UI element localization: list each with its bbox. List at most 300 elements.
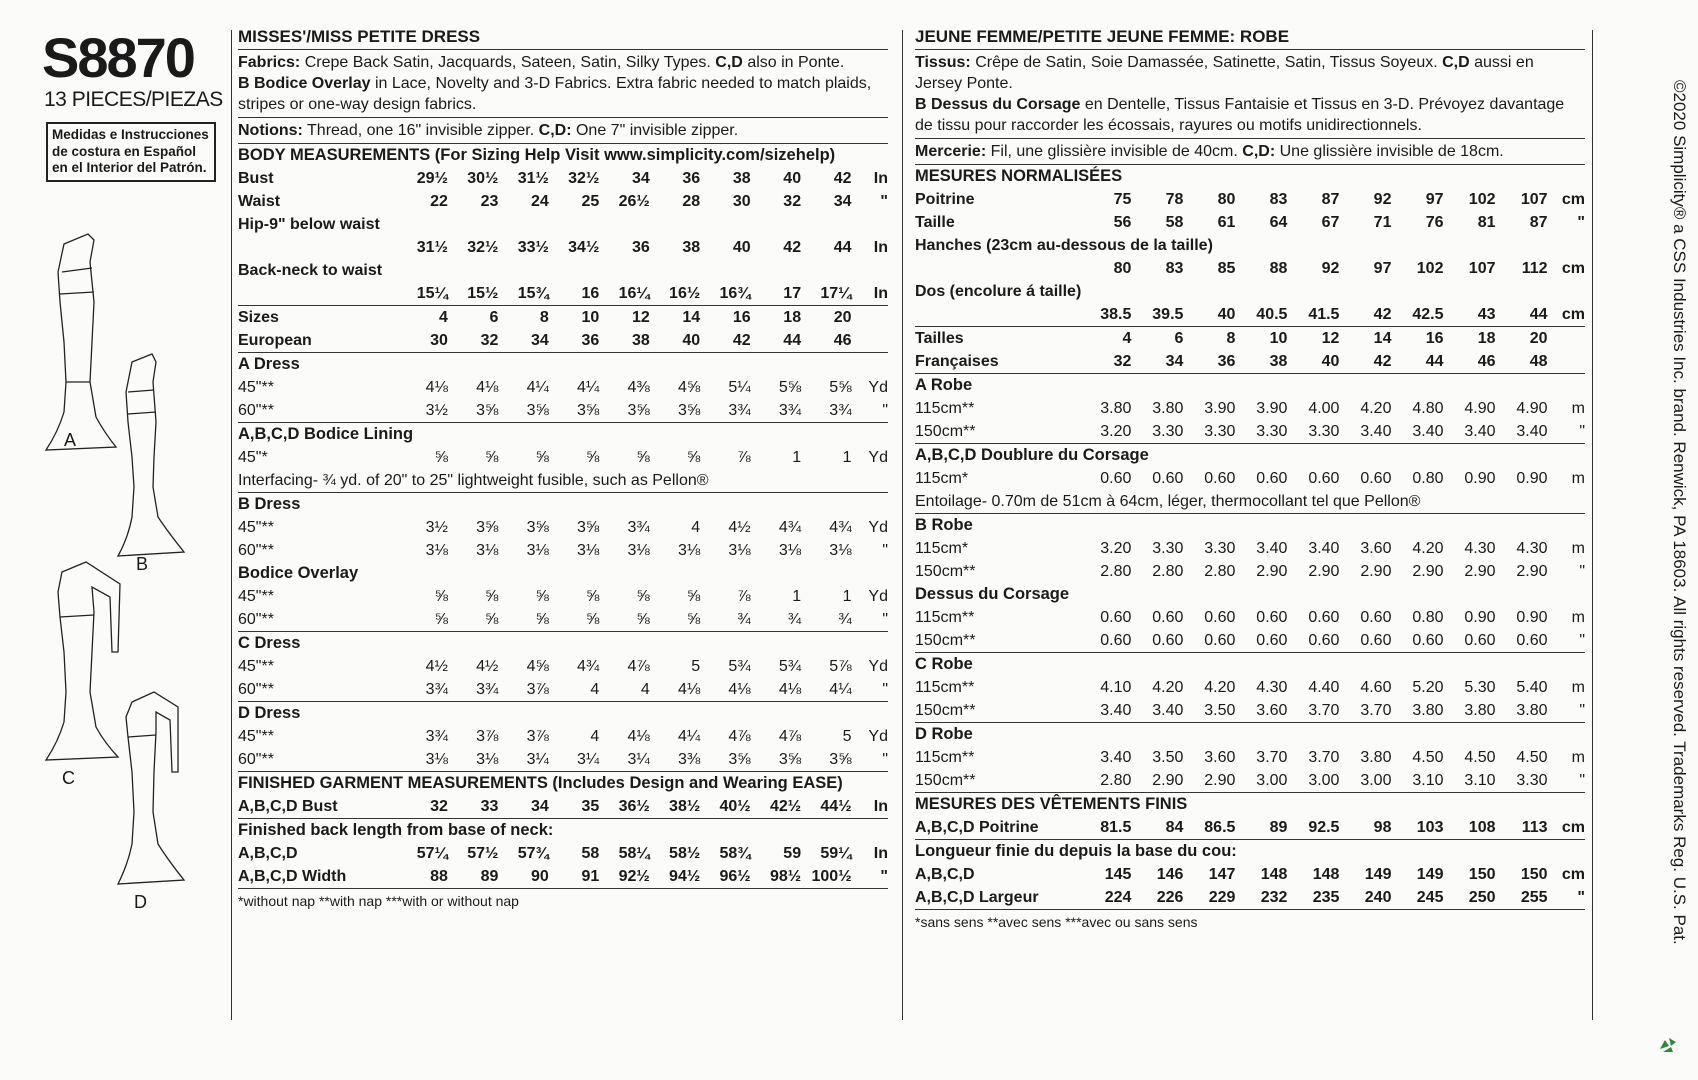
- cell-unit: m: [1571, 609, 1585, 626]
- cell-value: 4⅛: [425, 379, 448, 396]
- section-label: Hanches (23cm au-dessous de la taille): [915, 237, 1213, 254]
- cell-value: ⅝: [448, 608, 498, 632]
- cell-value: ⅝: [599, 608, 649, 632]
- table-row: [238, 516, 888, 539]
- cell-value: 42: [1339, 303, 1391, 327]
- cell-value: 5: [842, 728, 852, 745]
- cell-value: 15½: [448, 282, 498, 306]
- row-label: Poitrine: [915, 191, 975, 208]
- cell-value: 3½: [425, 519, 448, 536]
- section-label: Dessus du Corsage: [915, 585, 1070, 603]
- cell-value: 8: [1226, 330, 1236, 347]
- cell-value: 16: [549, 282, 599, 306]
- cell-unit: ": [880, 193, 888, 210]
- copyright-vertical: ©2020 Simplicity® a CSS Industries Inc. brand. Renwick, PA 18603. All rights reserved. Trademarks Reg. U.S. Pat.: [1670, 80, 1689, 945]
- section-label: FINISHED GARMENT MEASUREMENTS (Includes Design and Wearing EASE): [238, 774, 843, 792]
- cell-value: 83: [1269, 191, 1288, 208]
- cell-value: 2.90: [1131, 769, 1183, 793]
- table-row: [915, 467, 1585, 490]
- cell-value: 3.60: [1204, 749, 1236, 766]
- cell-value: 3.80: [1391, 699, 1443, 723]
- row-label: 150cm**: [915, 769, 1079, 793]
- cell-unit: cm: [1561, 866, 1585, 883]
- cell-value: 0.60: [1256, 609, 1288, 626]
- cell-value: 3.40: [1256, 540, 1288, 557]
- table-row: [915, 746, 1585, 769]
- cell-value: 97: [1425, 191, 1444, 208]
- cell-value: 147: [1208, 866, 1236, 883]
- cell-unit: In: [873, 170, 888, 187]
- cell-value: 36: [549, 329, 599, 353]
- table-row: [238, 842, 888, 865]
- cell-value: 28: [682, 193, 701, 210]
- cell-value: 0.60: [1360, 609, 1392, 626]
- cell-value: 3⅝: [448, 399, 498, 423]
- cell-value: 64: [1269, 214, 1288, 231]
- cell-value: 15¼: [397, 282, 447, 306]
- cell-value: 38: [599, 329, 649, 353]
- cell-value: 4¾: [577, 658, 600, 675]
- cell-value: 4.90: [1516, 400, 1548, 417]
- cell-value: 232: [1235, 886, 1287, 910]
- cell-value: 58¼: [618, 845, 650, 862]
- cell-value: 40: [1287, 350, 1339, 374]
- cell-value: 4¾: [778, 519, 802, 536]
- cell-value: 91: [549, 865, 599, 889]
- cell-value: ⅝: [535, 588, 549, 605]
- cell-value: 0.80: [1412, 609, 1444, 626]
- cell-value: 4: [691, 519, 701, 536]
- cell-value: 4¼: [677, 728, 701, 745]
- cell-value: 4½: [728, 519, 751, 536]
- section-label: Dos (encolure á taille): [915, 283, 1082, 300]
- cell-value: 58: [1165, 214, 1184, 231]
- row-label: European: [238, 329, 397, 353]
- cell-value: 88: [397, 865, 447, 889]
- english-column: [238, 26, 888, 911]
- cell-value: 4.60: [1360, 679, 1392, 696]
- cell-value: ⅝: [535, 449, 549, 466]
- cell-value: 3¾: [751, 399, 801, 423]
- cell-value: 92.5: [1287, 816, 1339, 840]
- section-label: MESURES DES VÊTEMENTS FINIS: [915, 795, 1188, 813]
- cell-value: 46: [801, 329, 851, 353]
- cell-value: 4⅛: [751, 678, 801, 702]
- cell-value: 59¼: [820, 845, 852, 862]
- cell-value: 86.5: [1183, 816, 1235, 840]
- cell-value: 107: [1468, 260, 1496, 277]
- cell-value: 16¾: [700, 282, 750, 306]
- cell-value: 4.20: [1152, 679, 1184, 696]
- cell-value: 4¾: [829, 519, 852, 536]
- table-row: [915, 350, 1585, 374]
- cell-value: 22: [430, 193, 448, 210]
- cell-value: 5.20: [1412, 679, 1444, 696]
- cell-value: 2.90: [1516, 563, 1548, 580]
- row-label: 115cm**: [915, 609, 975, 626]
- section-label: A,B,C,D Doublure du Corsage: [915, 446, 1149, 464]
- cell-unit: ": [882, 542, 888, 559]
- view-label-c: C: [62, 768, 75, 788]
- cell-value: 36: [682, 170, 701, 187]
- cell-value: 12: [631, 309, 650, 326]
- cell-unit: ": [1577, 214, 1585, 231]
- cell-value: 59: [783, 845, 802, 862]
- cell-value: 3⅛: [577, 542, 600, 559]
- cell-value: 16½: [650, 282, 700, 306]
- cell-value: 42: [1339, 350, 1391, 374]
- cell-unit: ": [852, 678, 888, 702]
- cell-value: 98½: [751, 865, 801, 889]
- fr-footnote: *sans sens **avec sens ***avec ou sans sens: [915, 914, 1198, 930]
- cell-value: 35: [549, 795, 599, 819]
- cell-value: 5⅝: [778, 379, 802, 396]
- cell-value: 4.80: [1412, 400, 1444, 417]
- cell-value: 0.60: [1204, 470, 1236, 487]
- cell-value: 3¼: [549, 748, 599, 772]
- cell-value: 102: [1468, 191, 1496, 208]
- cell-value: 3.40: [1131, 699, 1183, 723]
- cell-value: 0.60: [1100, 609, 1132, 626]
- cell-value: 1: [842, 449, 852, 466]
- cell-value: 10: [1269, 330, 1288, 347]
- cell-value: ⅝: [686, 449, 701, 466]
- cell-value: 0.60: [1152, 470, 1184, 487]
- cell-value: 5⅝: [829, 379, 852, 396]
- cell-value: 0.60: [1308, 470, 1340, 487]
- table-row: [238, 678, 888, 702]
- cell-value: 245: [1391, 886, 1443, 910]
- cell-value: 2.80: [1100, 563, 1132, 580]
- cell-value: 34: [1131, 350, 1183, 374]
- cell-value: 102: [1416, 260, 1444, 277]
- cell-value: ⅝: [636, 588, 650, 605]
- cell-unit: Yd: [868, 519, 888, 536]
- cell-value: 1: [842, 588, 852, 605]
- cell-value: 30½: [467, 170, 499, 187]
- cell-value: 3.30: [1287, 420, 1339, 444]
- section-label: Longueur finie du depuis la base du cou:: [915, 842, 1237, 860]
- spanish-note-box: Medidas e Instrucciones de costura en Español en el Interior del Patrón.: [46, 122, 216, 182]
- cell-value: 3⅛: [778, 542, 802, 559]
- cell-value: 3.90: [1204, 400, 1236, 417]
- cell-value: 5¼: [728, 379, 751, 396]
- cell-unit: cm: [1548, 303, 1585, 327]
- cell-value: 89: [448, 865, 498, 889]
- section-label: Hip-9" below waist: [238, 216, 380, 233]
- cell-value: 31½: [416, 239, 448, 256]
- cell-unit: cm: [1561, 191, 1585, 208]
- cell-unit: ": [1548, 629, 1585, 653]
- cell-value: 20: [833, 309, 852, 326]
- cell-value: 34: [498, 329, 548, 353]
- cell-value: 3⅝: [549, 399, 599, 423]
- recycle-icon: [1657, 1034, 1679, 1056]
- cell-unit: Yd: [868, 728, 888, 745]
- cell-value: 0.60: [1152, 609, 1184, 626]
- cell-value: 4.00: [1308, 400, 1340, 417]
- cell-value: 4⅝: [526, 658, 549, 675]
- section-label: Back-neck to waist: [238, 262, 383, 279]
- cell-value: 3.30: [1496, 769, 1548, 793]
- cell-value: 4.50: [1516, 749, 1548, 766]
- cell-value: 0.90: [1516, 470, 1548, 487]
- en-fabrics: Fabrics: Crepe Back Satin, Jacquards, Sateen, Satin, Silky Types. C,D also in Ponte. B Bodice Overlay in Lace, Novelty and 3-D Fabrics. Extra fabric needed to match plaids, stripes or one-way design fabrics.: [238, 50, 888, 118]
- cell-value: 3⅛: [448, 748, 498, 772]
- cell-value: 3⅝: [577, 519, 600, 536]
- en-footnote: *without nap **with nap ***with or without nap: [238, 893, 519, 909]
- cell-value: 3.80: [1152, 400, 1184, 417]
- cell-value: 12: [1321, 330, 1340, 347]
- cell-unit: [852, 329, 888, 353]
- cell-value: 3⅝: [801, 748, 851, 772]
- row-label: [238, 282, 397, 306]
- cell-value: 3⅝: [700, 748, 750, 772]
- cell-value: 4: [590, 728, 600, 745]
- cell-value: 32½: [568, 170, 600, 187]
- row-label: 150cm**: [915, 563, 976, 580]
- cell-value: 36: [631, 239, 650, 256]
- cell-value: 0.90: [1516, 609, 1548, 626]
- cell-value: 81.5: [1079, 816, 1131, 840]
- table-row: [915, 886, 1585, 910]
- table-row: [238, 399, 888, 423]
- section-label: Bodice Overlay: [238, 564, 359, 582]
- section-label: A Dress: [238, 355, 300, 373]
- table-row: [915, 699, 1585, 723]
- table-row: [238, 446, 888, 469]
- cell-value: 3⅝: [476, 519, 499, 536]
- cell-value: 32: [783, 193, 802, 210]
- cell-value: 100½: [801, 865, 851, 889]
- cell-value: 4.20: [1204, 679, 1236, 696]
- cell-value: 5: [691, 658, 701, 675]
- cell-value: 71: [1373, 214, 1392, 231]
- cell-value: 33: [448, 795, 498, 819]
- right-divider: [1592, 30, 1593, 1020]
- cell-value: 44: [833, 239, 852, 256]
- cell-value: 23: [480, 193, 499, 210]
- french-column: [915, 26, 1585, 932]
- cell-value: 4.30: [1464, 540, 1496, 557]
- cell-unit: ": [852, 608, 888, 632]
- view-label-d: D: [134, 892, 147, 912]
- cell-value: 78: [1165, 191, 1184, 208]
- cell-value: 3⅞: [498, 678, 548, 702]
- cell-value: 0.60: [1391, 629, 1443, 653]
- cell-value: 34: [631, 170, 650, 187]
- table-row: [238, 236, 888, 259]
- cell-value: ⅝: [485, 449, 499, 466]
- cell-value: 3.60: [1360, 540, 1392, 557]
- row-label: Bust: [238, 170, 274, 187]
- cell-unit: m: [1571, 679, 1585, 696]
- cell-value: 5.40: [1516, 679, 1548, 696]
- cell-value: 98: [1339, 816, 1391, 840]
- cell-value: 16: [1425, 330, 1444, 347]
- cell-value: 0.60: [1360, 470, 1392, 487]
- cell-value: 96½: [700, 865, 750, 889]
- cell-value: 32: [1079, 350, 1131, 374]
- table-row: [915, 327, 1585, 351]
- cell-unit: [1548, 350, 1585, 374]
- cell-value: 17: [751, 282, 801, 306]
- en-body-table: [238, 167, 888, 889]
- cell-value: 224: [1079, 886, 1131, 910]
- row-label: [238, 236, 397, 259]
- cell-value: 38: [732, 170, 751, 187]
- row-label: 60"**: [238, 542, 274, 559]
- cell-value: 2.80: [1079, 769, 1131, 793]
- cell-value: 3.10: [1391, 769, 1443, 793]
- cell-unit: m: [1571, 749, 1585, 766]
- cell-value: 90: [498, 865, 548, 889]
- cell-value: 0.90: [1464, 609, 1496, 626]
- cell-value: 40: [783, 170, 802, 187]
- cell-value: 240: [1339, 886, 1391, 910]
- table-row: [915, 257, 1585, 280]
- row-label: 115cm*: [915, 470, 969, 487]
- cell-value: 3.90: [1256, 400, 1288, 417]
- cell-value: 4⅛: [700, 678, 750, 702]
- cell-value: 58¾: [719, 845, 751, 862]
- cell-value: 39.5: [1131, 303, 1183, 327]
- cell-value: 5⅞: [829, 658, 852, 675]
- cell-value: 97: [1373, 260, 1392, 277]
- cell-value: 61: [1217, 214, 1236, 231]
- cell-value: ⅝: [650, 608, 700, 632]
- cell-value: 3¾: [801, 399, 851, 423]
- table-row: [238, 190, 888, 213]
- cell-value: 42½: [751, 795, 801, 819]
- cell-value: 3.00: [1339, 769, 1391, 793]
- cell-value: 4: [599, 678, 649, 702]
- cell-value: ⅝: [585, 449, 600, 466]
- cell-value: 3.30: [1183, 420, 1235, 444]
- en-title: MISSES'/MISS PETITE DRESS: [238, 26, 888, 50]
- cell-value: ¾: [801, 608, 851, 632]
- table-row: [915, 606, 1585, 629]
- row-label: 45"*: [238, 449, 268, 466]
- cell-value: ⅞: [737, 449, 751, 466]
- en-body-head: BODY MEASUREMENTS (For Sizing Help Visit www.simplicity.com/sizehelp): [238, 146, 836, 164]
- section-label: D Dress: [238, 704, 301, 722]
- cell-unit: m: [1571, 400, 1585, 417]
- cell-value: 0.90: [1464, 470, 1496, 487]
- cell-value: 92½: [599, 865, 649, 889]
- view-label-b: B: [136, 554, 149, 574]
- cell-value: 67: [1321, 214, 1340, 231]
- cell-value: 229: [1183, 886, 1235, 910]
- cell-value: 87: [1529, 214, 1548, 231]
- cell-unit: In: [873, 845, 888, 862]
- cell-value: 3⅛: [677, 542, 701, 559]
- cell-value: 3⅛: [526, 542, 549, 559]
- cell-value: 4.10: [1100, 679, 1132, 696]
- cell-value: 3¼: [498, 748, 548, 772]
- cell-value: 24: [531, 193, 549, 210]
- row-label: Tailles: [915, 330, 964, 347]
- cell-value: 33½: [517, 239, 549, 256]
- cell-value: 44: [751, 329, 801, 353]
- cell-value: ⅝: [585, 588, 600, 605]
- cell-value: ¾: [751, 608, 801, 632]
- table-row: [915, 397, 1585, 420]
- cell-value: 3.70: [1287, 699, 1339, 723]
- cell-value: 148: [1260, 866, 1288, 883]
- table-row: [238, 167, 888, 190]
- cell-value: 46: [1443, 350, 1495, 374]
- cell-value: 57½: [467, 845, 499, 862]
- en-notions: Notions: Thread, one 16" invisible zipper. C,D: One 7" invisible zipper.: [238, 118, 888, 144]
- section-label: Interfacing- ¾ yd. of 20" to 25" lightweight fusible, such as Pellon®: [238, 469, 888, 493]
- cell-value: 4.50: [1464, 749, 1496, 766]
- cell-value: 4.30: [1516, 540, 1548, 557]
- cell-unit: ": [1579, 563, 1585, 580]
- cell-value: ⅝: [485, 588, 499, 605]
- cell-value: 4.20: [1412, 540, 1444, 557]
- table-row: [915, 188, 1585, 211]
- section-label: C Dress: [238, 634, 301, 652]
- cell-value: 6: [489, 309, 499, 326]
- cell-value: 48: [1496, 350, 1548, 374]
- left-divider: [231, 30, 232, 1020]
- cell-value: 4⅞: [627, 658, 650, 675]
- cell-value: 4¼: [526, 379, 549, 396]
- cell-value: 0.60: [1235, 629, 1287, 653]
- table-row: [915, 769, 1585, 793]
- cell-value: 0.60: [1204, 609, 1236, 626]
- cell-value: 41.5: [1287, 303, 1339, 327]
- cell-value: 2.80: [1152, 563, 1184, 580]
- cell-value: 18: [783, 309, 802, 326]
- cell-value: 145: [1104, 866, 1132, 883]
- cell-value: 2.90: [1360, 563, 1392, 580]
- row-label: 115cm**: [915, 400, 975, 417]
- cell-value: 3¾: [627, 519, 650, 536]
- cell-value: 2.80: [1204, 563, 1236, 580]
- cell-value: 250: [1443, 886, 1495, 910]
- cell-value: 58½: [669, 845, 701, 862]
- table-row: [238, 725, 888, 748]
- cell-value: ⅝: [686, 588, 701, 605]
- fr-tissus: Tissus: Crêpe de Satin, Soie Damassée, Satinette, Satin, Tissus Soyeux. C,D aussi en Jersey Ponte. B Dessus du Corsage en Dentelle, Tissus Fantaisie et Tissus en 3-D. Prévoyez davantage de tissu pour raccorder les écossais, rayures ou motifs unidirectionnels.: [915, 50, 1585, 139]
- row-label: A,B,C,D Largeur: [915, 886, 1079, 910]
- cell-value: 40: [1183, 303, 1235, 327]
- row-label: A,B,C,D Poitrine: [915, 816, 1079, 840]
- cell-value: 42: [783, 239, 802, 256]
- cell-value: 80: [1113, 260, 1132, 277]
- cell-value: 3.30: [1152, 540, 1184, 557]
- row-label: A,B,C,D Width: [238, 865, 397, 889]
- cell-value: 148: [1312, 866, 1340, 883]
- cell-value: 4⅞: [728, 728, 751, 745]
- cell-value: 92: [1373, 191, 1392, 208]
- cell-value: 2.90: [1464, 563, 1496, 580]
- cell-value: 3⅝: [650, 399, 700, 423]
- cell-value: ⅞: [737, 588, 751, 605]
- cell-value: 3¾: [700, 399, 750, 423]
- cell-value: 5.30: [1464, 679, 1496, 696]
- table-row: [915, 420, 1585, 444]
- view-sketches: [36, 232, 226, 992]
- cell-unit: m: [1571, 540, 1585, 557]
- cell-value: 16: [732, 309, 751, 326]
- cell-value: 4.30: [1256, 679, 1288, 696]
- cell-value: 3⅝: [599, 399, 649, 423]
- row-label: 45"**: [238, 519, 274, 536]
- table-row: [915, 816, 1585, 840]
